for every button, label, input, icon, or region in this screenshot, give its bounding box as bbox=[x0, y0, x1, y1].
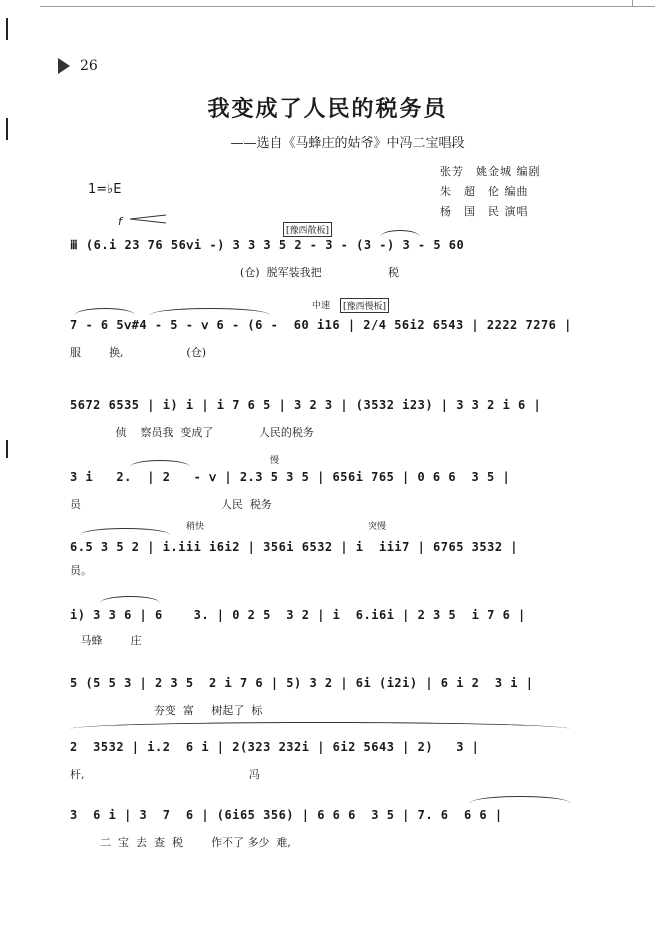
crescendo-hairpin bbox=[128, 214, 168, 224]
lyric-line: 二 宝 去 查 税 作不了 多少 难, bbox=[100, 836, 291, 849]
lyric-line: 服 换, (仓) bbox=[70, 346, 206, 359]
tempo-mark-sanban: [豫西散板] bbox=[283, 222, 332, 237]
lyric-line: 杆, 冯 bbox=[70, 768, 260, 781]
slur bbox=[70, 722, 570, 729]
page-number-text: 26 bbox=[80, 58, 98, 74]
page-corner-mark bbox=[632, 0, 647, 6]
slur bbox=[150, 308, 270, 315]
song-title: 我变成了人民的税务员 bbox=[207, 96, 448, 122]
margin-tick bbox=[6, 18, 8, 40]
lyric-line: 侦 察员我 变成了 人民的税务 bbox=[70, 426, 314, 439]
tempo-mark-manban: [豫西慢板] bbox=[340, 298, 389, 313]
lyric-line: 员 人民 税务 bbox=[70, 498, 272, 511]
dynamic-mark: f bbox=[118, 215, 122, 228]
slur bbox=[380, 230, 420, 237]
credit-singer: 杨 国 民 演唱 bbox=[440, 205, 529, 218]
notation-line: i) 3 3 6 | 6 3. | 0 2 5 3 2 | i 6.i6i | 2 3 5 i 7 6 | bbox=[70, 608, 526, 622]
credit-writers: 张芳 姚金城 编剧 bbox=[440, 165, 541, 178]
tempo-mark-tuman: 突慢 bbox=[368, 522, 387, 532]
credit-arranger: 朱 超 伦 编曲 bbox=[440, 185, 529, 198]
notation-line: 3 6 i | 3 7 6 | (6i65 356) | 6 6 6 3 5 | 7. 6 6 6 | bbox=[70, 808, 503, 822]
slur bbox=[470, 796, 570, 803]
tempo-mark-man: 慢 bbox=[270, 456, 280, 466]
notation-line: 5672 6535 | i) i | i 7 6 5 | 3 2 3 | (3532 i23) | 3 3 2 i 6 | bbox=[70, 398, 542, 412]
margin-tick bbox=[6, 440, 8, 458]
notation-line: 7 - 6 5ⅴ#4 - 5 - ⅴ 6 - (6 - 60 i16 | 2/4 56i2 6543 | 2222 7276 | bbox=[70, 318, 572, 332]
page-edge-line bbox=[40, 6, 655, 7]
lyric-line: 夯变 富 树起了 标 bbox=[70, 704, 263, 717]
notation-line: 6.5 3 5 2 | i.iii i6i2 | 356i 6532 | i iii7 | 6765 3532 | bbox=[70, 540, 519, 554]
tempo-mark-zhongsu: 中速 bbox=[312, 301, 331, 311]
credits bbox=[440, 162, 541, 222]
lyric-line: (仓) 脱军装我把 税 bbox=[240, 266, 400, 279]
notation-line: 5 (5 5 3 | 2 3 5 2 i 7 6 | 5) 3 2 | 6i (i2i) | 6 i 2 3 i | bbox=[70, 676, 534, 690]
slur bbox=[80, 528, 170, 535]
page-arrow-icon bbox=[58, 58, 70, 74]
slur bbox=[75, 308, 135, 315]
lyric-line: 员。 bbox=[70, 564, 92, 577]
key-signature: 1=♭E bbox=[88, 182, 122, 197]
notation-line: ⅲ (6.i 23 76 56ⅴi -) 3 3 3 5 2 - 3 - (3 -) 3 - 5 60 bbox=[70, 238, 465, 252]
page-number bbox=[58, 58, 98, 74]
song-subtitle: ——选自《马蜂庄的姑爷》中冯二宝唱段 bbox=[230, 136, 465, 151]
notation-line: 3 i 2. | 2 - ⅴ | 2.3 5 3 5 | 656i 765 | 0 6 6 3 5 | bbox=[70, 470, 511, 484]
lyric-line: 马蜂 庄 bbox=[70, 634, 142, 647]
slur bbox=[130, 460, 190, 467]
slur bbox=[100, 596, 160, 603]
tempo-mark-shaokuai: 稍快 bbox=[186, 522, 205, 532]
notation-line: 2 3532 | i.2 6 i | 2(323 232i | 6i2 5643 | 2) 3 | bbox=[70, 740, 480, 754]
